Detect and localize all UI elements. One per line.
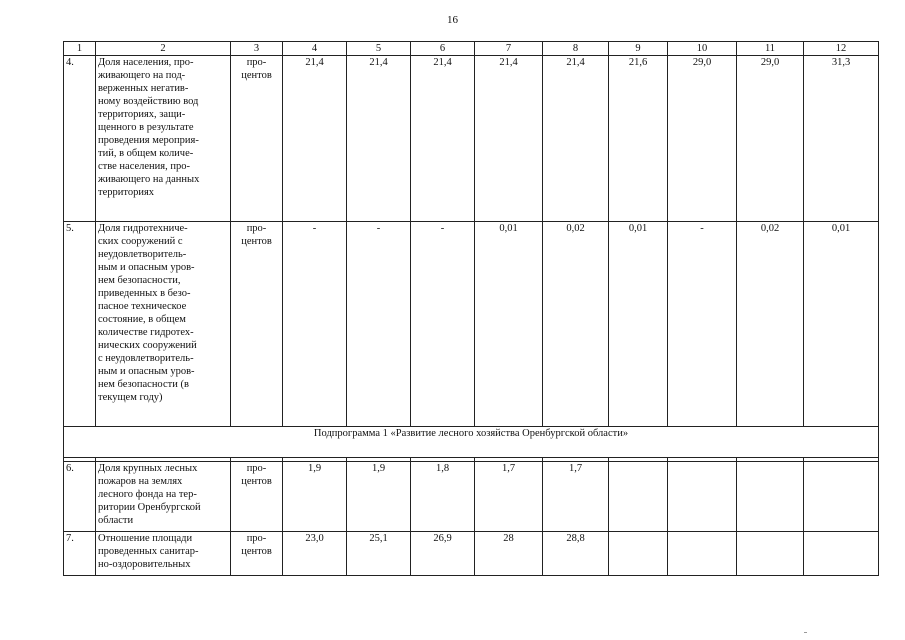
value-cell: 1,9 (347, 462, 411, 532)
scan-mark (804, 632, 807, 633)
table-row (64, 56, 879, 222)
table-body (64, 42, 879, 576)
row-number: 6. (64, 462, 96, 532)
value-cell: 21,4 (543, 56, 609, 222)
value-cell (609, 462, 668, 532)
indicator-name: Доля населения, про- живающего на под- верженных негатив- ному воздействию вод территориях, защи- щенного в результате проведения мероприя- тий, в общем количе- стве населения, про- живающего на данных территориях (96, 56, 231, 222)
table-row (64, 532, 879, 576)
value-cell: 26,9 (411, 532, 475, 576)
page-number: 16 (447, 14, 458, 26)
column-number-2: 2 (96, 42, 231, 56)
value-cell: 21,4 (411, 56, 475, 222)
row-number: 5. (64, 222, 96, 427)
column-number-7: 7 (475, 42, 543, 56)
column-number-1: 1 (64, 42, 96, 56)
value-cell: 21,6 (609, 56, 668, 222)
column-number-9: 9 (609, 42, 668, 56)
value-cell: 21,4 (347, 56, 411, 222)
value-cell: 28 (475, 532, 543, 576)
row-number: 7. (64, 532, 96, 576)
unit-cell: про- центов (231, 532, 283, 576)
value-cell: 23,0 (283, 532, 347, 576)
row-number: 4. (64, 56, 96, 222)
value-cell: 0,01 (804, 222, 879, 427)
value-cell: 0,01 (475, 222, 543, 427)
indicator-name: Отношение площади проведенных санитар- но-оздоровительных (96, 532, 231, 576)
value-cell: 21,4 (475, 56, 543, 222)
value-cell: 28,8 (543, 532, 609, 576)
value-cell (737, 462, 804, 532)
table-row (64, 462, 879, 532)
value-cell (737, 532, 804, 576)
subprogram-title: Подпрограмма 1 «Развитие лесного хозяйства Оренбургской области» (64, 427, 879, 458)
value-cell: - (283, 222, 347, 427)
column-number-5: 5 (347, 42, 411, 56)
value-cell (668, 532, 737, 576)
column-number-row (64, 42, 879, 56)
unit-cell: про- центов (231, 222, 283, 427)
value-cell: 25,1 (347, 532, 411, 576)
value-cell: - (668, 222, 737, 427)
subprogram-row (64, 427, 879, 458)
value-cell: - (411, 222, 475, 427)
value-cell: 29,0 (668, 56, 737, 222)
value-cell: 1,8 (411, 462, 475, 532)
value-cell: 0,02 (737, 222, 804, 427)
value-cell (804, 532, 879, 576)
value-cell: 0,01 (609, 222, 668, 427)
column-number-8: 8 (543, 42, 609, 56)
column-number-11: 11 (737, 42, 804, 56)
indicator-name: Доля крупных лесных пожаров на землях лесного фонда на тер- ритории Оренбургской области (96, 462, 231, 532)
value-cell: 1,7 (475, 462, 543, 532)
value-cell (668, 462, 737, 532)
value-cell: 29,0 (737, 56, 804, 222)
indicator-name: Доля гидротехниче- ских сооружений с неудовлетворитель- ным и опасным уров- нем безопасности, приведенных в безо- пасное техническое состояние, в общем количестве гидротех- нических сооружений с неудовлетворитель- ным и опасным уров- нем безопасности (в текущем году) (96, 222, 231, 427)
table-row (64, 222, 879, 427)
unit-cell: про- центов (231, 56, 283, 222)
unit-cell: про- центов (231, 462, 283, 532)
value-cell: - (347, 222, 411, 427)
indicators-table (63, 41, 879, 576)
column-number-3: 3 (231, 42, 283, 56)
value-cell (804, 462, 879, 532)
value-cell: 1,9 (283, 462, 347, 532)
column-number-12: 12 (804, 42, 879, 56)
value-cell (609, 532, 668, 576)
value-cell: 21,4 (283, 56, 347, 222)
column-number-4: 4 (283, 42, 347, 56)
value-cell: 31,3 (804, 56, 879, 222)
column-number-6: 6 (411, 42, 475, 56)
column-number-10: 10 (668, 42, 737, 56)
value-cell: 0,02 (543, 222, 609, 427)
value-cell: 1,7 (543, 462, 609, 532)
